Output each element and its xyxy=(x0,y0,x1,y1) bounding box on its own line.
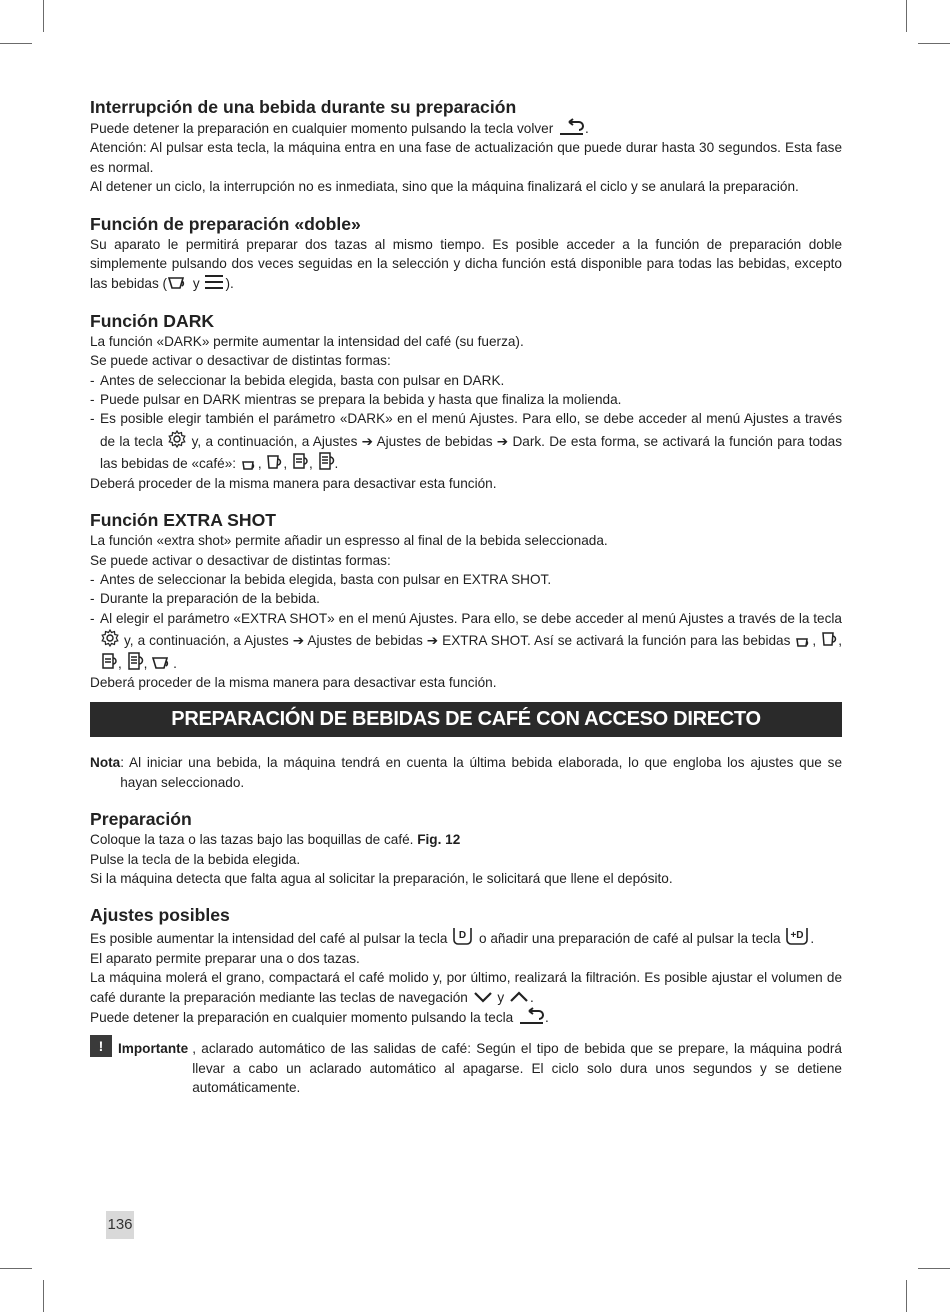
crop-mark xyxy=(906,1280,907,1312)
adjust-line4 xyxy=(90,1007,842,1027)
interruption-line3: Al detener un ciclo, la interrupción no es inmediata, sino que la máquina finalizará el ciclo y se anulará la preparación. xyxy=(90,179,799,195)
adjust-line2: El aparato permite preparar una o dos tazas. xyxy=(90,950,360,966)
text: Coloque la taza o las tazas bajo las boquillas de café. xyxy=(90,832,418,848)
text: Es posible elegir también el parámetro «DARK» en el menú Ajustes. Para ello, se debe acceder al menú Ajustes a través de la tecla xyxy=(100,411,842,449)
large-mug-icon xyxy=(317,451,335,471)
text: y xyxy=(493,989,508,1005)
extra-line2: Se puede activar o desactivar de distintas formas: xyxy=(90,552,391,568)
prep-line1 xyxy=(90,830,842,849)
heading-interruption: Interrupción de una bebida durante su preparación xyxy=(90,97,517,117)
crop-mark xyxy=(906,0,907,32)
figure-reference: Fig. 12 xyxy=(417,832,461,848)
gear-icon xyxy=(100,628,120,648)
note-text: : Al iniciar una bebida, la máquina tendrá en cuenta la última bebida elaborada, lo que engloba los ajustes que se hayan seleccionado. xyxy=(120,755,842,790)
interruption-line2: Atención: Al pulsar esta tecla, la máquina entra en una fase de actualización que puede durar hasta 30 segundos. Esta fase es normal. xyxy=(90,140,842,175)
text: . xyxy=(173,655,177,671)
wide-cup-icon xyxy=(167,273,189,291)
crop-mark xyxy=(918,43,950,44)
important-label: Importante xyxy=(118,1041,189,1057)
adjust-line1 xyxy=(90,926,842,948)
crop-mark xyxy=(918,1268,950,1269)
important-block xyxy=(90,1039,842,1097)
crop-mark xyxy=(0,1268,32,1269)
crop-mark xyxy=(43,1280,44,1312)
svg-text:+D: +D xyxy=(790,930,804,942)
dark-item1: - Antes de seleccionar la bebida elegida, basta con pulsar en DARK. xyxy=(90,372,505,388)
extra-closing: Deberá proceder de la misma manera para desactivar esta función. xyxy=(90,674,497,690)
mug-icon xyxy=(291,451,309,471)
extra-shot-key-icon xyxy=(784,926,810,946)
prep-line2: Pulse la tecla de la bebida elegida. xyxy=(90,851,301,867)
text: ). xyxy=(225,276,234,292)
text: Antes de seleccionar la bebida elegida, basta con pulsar en EXTRA SHOT. xyxy=(100,571,552,587)
warning-icon: ! xyxy=(90,1035,112,1057)
cup-icon xyxy=(820,630,838,648)
text: Puede pulsar en DARK mientras se prepara la bebida y hasta que finaliza la molienda. xyxy=(100,392,622,408)
text: y, a continuación, a Ajustes ➔ Ajustes de bebidas ➔ Dark. De esta forma, se activará la función para todas las bebidas de «café»: xyxy=(100,433,842,472)
menu-lines-icon xyxy=(203,273,225,291)
heading-double: Función de preparación «doble» xyxy=(90,213,361,234)
section-banner: PREPARACIÓN DE BEBIDAS DE CAFÉ CON ACCESO DIRECTO xyxy=(90,702,842,737)
extra-item1: - Antes de seleccionar la bebida elegida, basta con pulsar en EXTRA SHOT. xyxy=(90,571,552,587)
text: y, a continuación, a Ajustes ➔ Ajustes de bebidas ➔ EXTRA SHOT. Así se activará la función para las bebidas xyxy=(120,633,795,649)
dark-key-icon xyxy=(451,926,475,946)
crop-mark xyxy=(0,43,32,44)
small-cup-icon xyxy=(240,455,258,471)
text: . xyxy=(585,121,589,136)
text: Puede detener la preparación en cualquier momento pulsando la tecla volver xyxy=(90,121,558,136)
text: . xyxy=(334,456,339,472)
heading-dark: Función DARK xyxy=(90,310,215,331)
heading-preparation: Preparación xyxy=(90,809,192,830)
heading-extra-shot: Función EXTRA SHOT xyxy=(90,510,277,531)
extra-item3: - Al elegir el parámetro «EXTRA SHOT» en el menú Ajustes. Para ello, se debe acceder al menú Ajustes a través de la tecla y, a continuación, a Ajustes ➔ Ajustes de bebidas ➔ EXTRA SHOT. Así se activará la función para las bebidas , , , , . xyxy=(90,610,842,671)
text: Antes de seleccionar la bebida elegida, basta con pulsar en DARK. xyxy=(100,372,505,388)
dark-item3: - Es posible elegir también el parámetro «DARK» en el menú Ajustes. Para ello, se debe acceder al menú Ajustes a través de la tecla y, a continuación, a Ajustes ➔ Ajustes de bebidas ➔ Dark. De esta forma, se activará la función para todas las bebidas de «café»: , , , . xyxy=(90,411,842,472)
adjust-line3 xyxy=(90,968,842,1007)
text: Durante la preparación de la bebida. xyxy=(100,591,320,607)
dark-closing: Deberá proceder de la misma manera para desactivar esta función. xyxy=(90,475,497,491)
text: . xyxy=(810,931,815,947)
wide-cup-icon xyxy=(151,653,173,671)
text: y xyxy=(189,276,204,292)
page-number: 136 xyxy=(106,1211,134,1239)
heading-adjustments: Ajustes posibles xyxy=(90,905,230,926)
important-text: , aclarado automático de las salidas de café: Según el tipo de bebida que se prepare, la máquina podrá llevar a cabo un aclarado automático al apagarse. El ciclo solo dura unos segundos y se detiene automáticamente. xyxy=(192,1041,842,1096)
chevron-up-icon xyxy=(508,989,530,1005)
prep-line3: Si la máquina detecta que falta agua al solicitar la preparación, le solicitará que llene el depósito. xyxy=(90,870,673,886)
text: Al elegir el parámetro «EXTRA SHOT» en el menú Ajustes. Para ello, se debe acceder al menú Ajustes a través de la tecla xyxy=(100,610,842,626)
text: . xyxy=(530,989,534,1005)
text: Puede detener la preparación en cualquier momento pulsando la tecla xyxy=(90,1010,517,1025)
text: La máquina molerá el grano, compactará el café molido y, por último, realizará la filtración. Es posible ajustar el volumen de café durante la preparación mediante las teclas de navegación xyxy=(90,970,842,1005)
text: o añadir una preparación de café al pulsar la tecla xyxy=(475,931,785,947)
back-icon xyxy=(517,1007,545,1025)
page-content xyxy=(90,96,842,1098)
svg-text:D: D xyxy=(459,930,467,942)
extra-item2: - Durante la preparación de la bebida. xyxy=(90,591,320,607)
interruption-line1 xyxy=(90,118,842,138)
dark-line2: Se puede activar o desactivar de distintas formas: xyxy=(90,353,391,369)
gear-icon xyxy=(167,429,187,449)
crop-mark xyxy=(43,0,44,32)
note-label: Nota xyxy=(90,755,121,771)
text: . xyxy=(544,1010,549,1025)
mug-icon xyxy=(100,651,118,671)
dark-item2: - Puede pulsar en DARK mientras se prepara la bebida y hasta que finaliza la molienda. xyxy=(90,392,622,408)
text: Es posible aumentar la intensidad del café al pulsar la tecla xyxy=(90,931,452,947)
text: Su aparato le permitirá preparar dos tazas al mismo tiempo. Es posible acceder a la función de preparación doble simplemente pulsando dos veces seguidas en la selección y dicha función está disponible para todas las bebidas, excepto las bebidas ( xyxy=(90,236,842,292)
dark-line1: La función «DARK» permite aumentar la intensidad del café (su fuerza). xyxy=(90,333,524,349)
cup-icon xyxy=(265,453,283,471)
small-cup-icon xyxy=(794,632,812,648)
double-text xyxy=(90,235,842,294)
chevron-down-icon xyxy=(472,989,494,1005)
note-block xyxy=(90,753,842,792)
large-mug-icon xyxy=(126,651,144,671)
extra-line1: La función «extra shot» permite añadir un espresso al final de la bebida seleccionada. xyxy=(90,533,608,549)
back-icon xyxy=(557,118,585,136)
